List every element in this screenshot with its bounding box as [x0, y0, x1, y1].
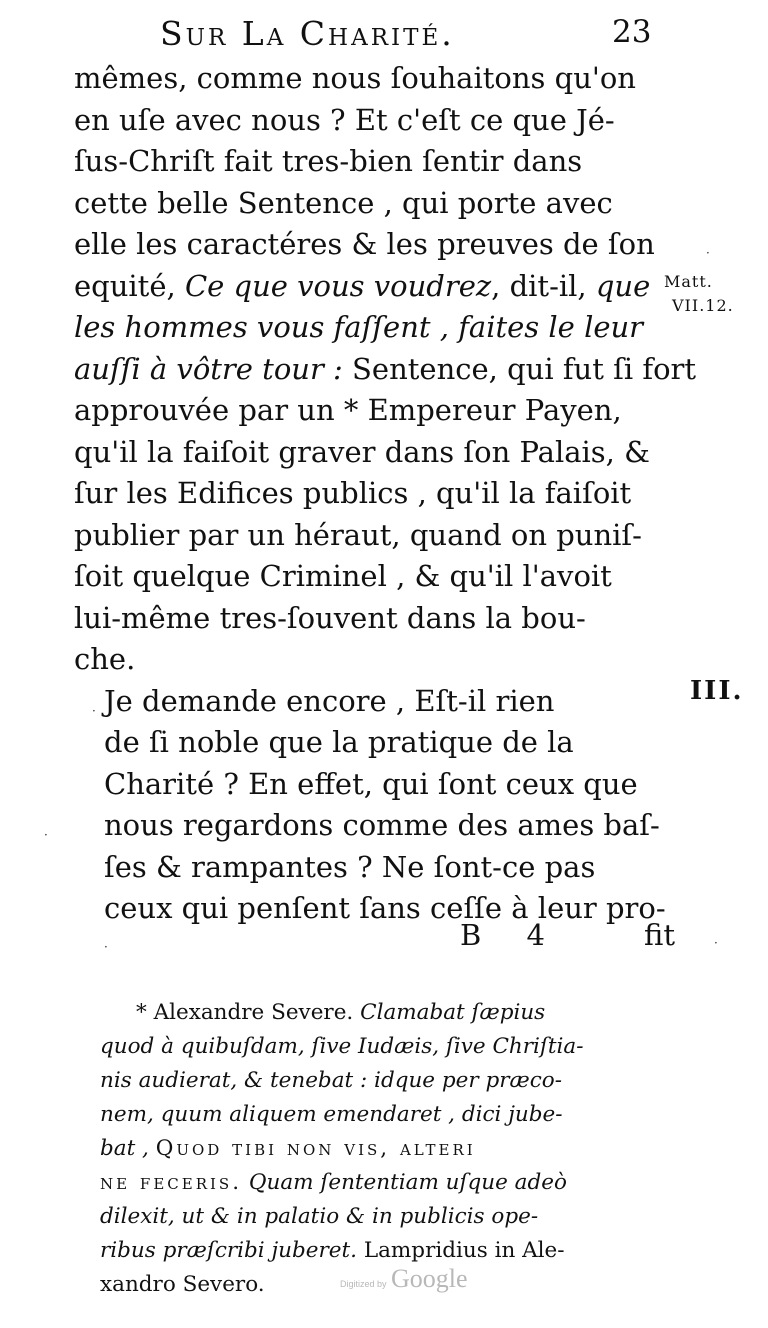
text-line: [74, 349, 697, 391]
text-line: ceux qui penſent ſans ceſſe à leur pro-: [104, 891, 666, 925]
margin-citation: Matt.: [664, 272, 713, 291]
text-line: [74, 266, 674, 308]
print-speck: ·: [44, 828, 48, 842]
quote-text: que: [595, 268, 651, 303]
print-speck: ·: [104, 940, 108, 954]
text-segment: equité,: [74, 268, 185, 303]
running-title: Sur La Charité.: [160, 14, 455, 53]
footnote-line: [100, 1234, 700, 1268]
text-line: ſoit quelque Criminel , & qu'il l'avoit: [74, 559, 612, 593]
page-footer: [96, 918, 696, 958]
page-number: 23: [612, 14, 652, 50]
digitization-watermark: [340, 1264, 468, 1294]
text-line: nous regardons comme des ames baſ-: [104, 808, 660, 842]
footnote-latin: ribus præſcribi juberet.: [100, 1238, 357, 1263]
text-line: mêmes, comme nous ſouhaitons qu'on: [74, 61, 636, 95]
footnote-line: dilexit, ut & in palatio & in publicis ope-: [100, 1204, 539, 1229]
footnote-text: Alexandre Severe.: [153, 1000, 354, 1025]
margin-citation-ref: VII.12.: [672, 296, 734, 315]
text-line: approuvée par un * Empereur Payen,: [74, 393, 622, 427]
footnote-maxim: Quod tibi non vis, alteri: [155, 1136, 476, 1161]
text-segment: , dit-il,: [491, 268, 596, 303]
footnote: [100, 996, 700, 1302]
footnote-line: nis audierat, & tenebat : idque per præco-: [100, 1068, 562, 1093]
footnote-line: quod à quibuſdam, ſive Iudæis, ſive Chriſtia-: [100, 1034, 584, 1059]
print-speck: ·: [706, 246, 710, 260]
text-line: ſes & rampantes ? Ne ſont-ce pas: [104, 849, 596, 884]
quote-text: auſſi à vôtre tour :: [74, 351, 343, 386]
section-number: III.: [690, 676, 744, 706]
footnote-marker: *: [136, 1000, 147, 1025]
quote-text: Ce que vous voudrez: [184, 268, 492, 303]
footnote-line: [100, 1132, 700, 1166]
text-line: ſur les Edifices publics , qu'il la faiſoit: [74, 476, 632, 510]
text-line: ſus-Chriſt fait tres-bien ſentir dans: [74, 144, 583, 178]
footnote-line: xandro Severo.: [100, 1272, 265, 1297]
text-line: en uſe avec nous ? Et c'eſt ce que Jé-: [74, 102, 615, 137]
footnote-line: [100, 1166, 700, 1200]
text-line: Charité ? En effet, qui ſont ceux que: [104, 766, 638, 801]
footnote-latin: bat ,: [100, 1136, 149, 1161]
catchword: fit: [644, 918, 675, 952]
footnote-maxim: ne feceris.: [100, 1170, 243, 1195]
text-line: che.: [74, 642, 136, 676]
text-line: publier par un héraut, quand on puniſ-: [74, 517, 642, 552]
text-segment: Sentence, qui fut ſi fort: [342, 351, 697, 386]
footnote-line: [100, 996, 700, 1030]
quote-line: les hommes vous faſſent , faites le leur: [74, 310, 644, 344]
footnote-source: Lampridius in Ale-: [363, 1238, 565, 1263]
text-line: Je demande encore , Eſt-il rien: [104, 683, 555, 718]
footnote-latin: Quam ſententiam uſque adeò: [248, 1170, 567, 1195]
text-line: de ſi noble que la pratique de la: [104, 725, 574, 759]
text-line: elle les caractéres & les preuves de ſon: [74, 227, 655, 261]
text-line: cette belle Sentence , qui porte avec: [74, 185, 613, 220]
page-header: [160, 14, 660, 58]
print-speck: ·: [92, 704, 96, 718]
text-line: qu'il la faiſoit graver dans ſon Palais, &: [74, 434, 650, 469]
signature-mark: B 4: [460, 918, 563, 952]
watermark-small-text: Digitized by: [340, 1279, 387, 1289]
text-line: lui-même tres-ſouvent dans la bou-: [74, 600, 586, 635]
print-speck: ·: [714, 936, 718, 950]
footnote-latin: Clamabat ſæpius: [360, 1000, 546, 1025]
watermark-logo-text: Google: [390, 1264, 468, 1293]
footnote-line: nem, quum aliquem emendaret , dici jube-: [100, 1102, 563, 1127]
